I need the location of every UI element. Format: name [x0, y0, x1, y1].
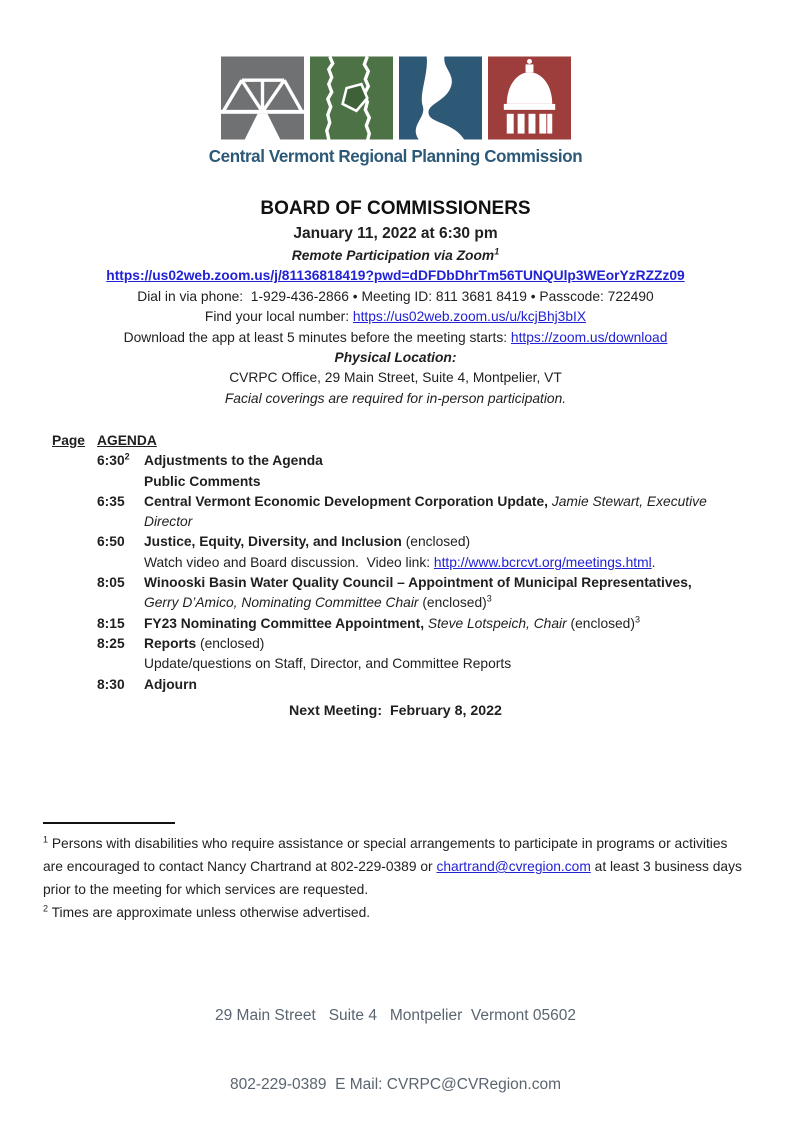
footer-address-line: 29 Main Street Suite 4 Montpelier Vermont 05602: [214, 1007, 576, 1024]
agenda-time: $6:30^2$: [97, 451, 130, 469]
dial-in-line: Dial in via phone: 1-929-436-2866 • Meeting ID: 811 3681 8419 • Passcode: 722490: [137, 288, 654, 304]
download-app-line: Download the app at least 5 minutes before the meeting starts: https://zoom.us/download: [123, 329, 668, 345]
agenda-time: 8:05: [97, 575, 125, 591]
agenda-item: Update/questions on Staff, Director, and Committee Reports: [144, 656, 512, 672]
vermont-state-icon: [310, 56, 393, 140]
footnote-ref-3: 3: [486, 593, 492, 604]
agenda-time: 6:50: [97, 534, 125, 550]
physical-location-label: Physical Location:: [334, 350, 457, 366]
footnote-1: $^1$ Persons with disabilities who require assistance or special arrangements to participate in programs or activities are encouraged to contact Nancy Chartrand at 802-229-0389 or chartrand@cvregion.com at least 3 business days prior to the meeting for which services are requested.: [43, 834, 746, 897]
page-title: BOARD OF COMMISSIONERS: [260, 198, 531, 219]
logo-tiles: [0, 56, 791, 140]
footnote-ref-1: 1: [494, 246, 500, 257]
agenda-section: [52, 431, 713, 695]
find-local-line: Find your local number: https://us02web.zoom.us/u/kcjBhj3bIX: [204, 309, 587, 325]
zoom-url-line: [0, 266, 791, 286]
agenda-column-header: AGENDA: [97, 433, 157, 448]
agenda-item: Public Comments: [144, 473, 261, 489]
footnotes-section: [43, 822, 746, 924]
agenda-time: 8:30: [97, 676, 125, 692]
remote-participation-line: Remote Participation via Zoom$^1$: [291, 246, 500, 263]
physical-location-address: CVRPC Office, 29 Main Street, Suite 4, Montpelier, VT: [229, 370, 562, 386]
page-column-header: Page: [52, 433, 85, 448]
footnote-separator: [43, 822, 175, 824]
footer-contact-line: 802-229-0389 E Mail: CVRPC@CVRegion.com: [229, 1076, 562, 1093]
agenda-item: $6:30^2$ Adjustments to the Agenda: [52, 451, 713, 471]
footnote-ref-2: 2: [124, 451, 130, 462]
footnote-1-ref: 1: [43, 834, 49, 845]
meeting-datetime: January 11, 2022 at 6:30 pm: [293, 225, 498, 242]
footnote-ref-3: 3: [634, 614, 640, 625]
agenda-item: Watch video and Board discussion. Video link: http://www.bcrcvt.org/meetings.html.: [144, 554, 656, 570]
agenda-item: 6:35 Central Vermont Economic Development Corporation Update, Jamie Stewart, Executive Director: [52, 492, 713, 533]
bridge-truss-icon: [221, 56, 304, 140]
agenda-time: 8:15: [97, 615, 125, 631]
meeting-header: [0, 196, 791, 409]
agenda-item: 8:25 Reports (enclosed): [52, 634, 713, 654]
cvrpc-logo: [0, 56, 791, 167]
footnote-2: $^2$ Times are approximate unless otherwise advertised.: [43, 903, 371, 920]
winding-road-icon: [399, 56, 482, 140]
logo-wordmark: Central Vermont Regional Planning Commission: [208, 146, 583, 166]
video-link[interactable]: http://www.bcrcvt.org/meetings.html: [433, 554, 652, 570]
capitol-dome-icon: [488, 56, 571, 140]
agenda-time: 8:25: [97, 635, 125, 651]
agenda-item: 6:50 Justice, Equity, Diversity, and Inclusion (enclosed): [52, 532, 713, 552]
next-meeting-line: Next Meeting: February 8, 2022: [289, 703, 502, 719]
covid-note: Facial coverings are required for in-person participation.: [224, 390, 567, 406]
agenda-item: 8:05 Winooski Basin Water Quality Council – Appointment of Municipal Representatives, Gerry D’Amico, Nominating Committee Chair (enclosed)$^3$: [52, 573, 713, 614]
local-number-link[interactable]: https://us02web.zoom.us/u/kcjBhj3bIX: [352, 309, 587, 325]
agenda-item: 8:15 FY23 Nominating Committee Appointment, Steve Lotspeich, Chair (enclosed)$^3$: [52, 614, 713, 634]
footnote-2-ref: 2: [43, 903, 49, 914]
document-footer: [0, 958, 791, 1142]
agenda-item: 8:30 Adjourn: [52, 675, 713, 695]
agenda-header-row: [52, 431, 713, 451]
zoom-meeting-link[interactable]: https://us02web.zoom.us/j/81136818419?pwd=dDFDbDhrTm56TUNQUlp3WEorYzRZZz09: [106, 268, 685, 284]
agenda-time: 6:35: [97, 493, 125, 509]
chartrand-email-link[interactable]: chartrand@cvregion.com: [436, 859, 591, 874]
zoom-download-link[interactable]: https://zoom.us/download: [510, 329, 668, 345]
